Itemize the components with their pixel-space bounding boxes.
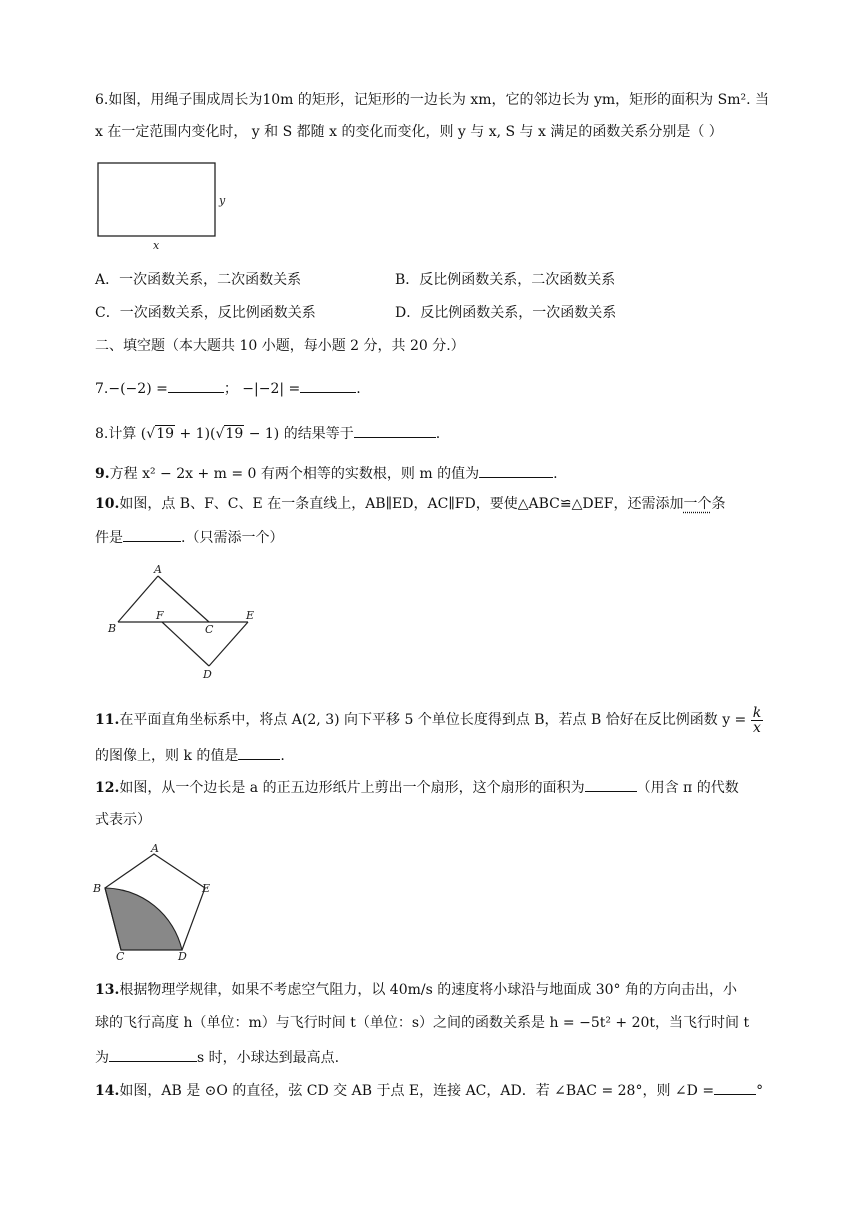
q12-label-a: A — [151, 842, 159, 855]
q10-blank — [123, 527, 181, 542]
q12-pentagon-figure — [90, 840, 220, 960]
q6-option-b: B．反比例函数关系，二次函数关系 — [395, 272, 616, 288]
q6-option-c: C．一次函数关系，反比例函数关系 — [95, 305, 316, 321]
q11-frac-den: x — [753, 719, 761, 736]
q8-blank — [354, 423, 436, 438]
q10-number: 10. — [95, 496, 120, 512]
q6-option-d: D．反比例函数关系，一次函数关系 — [395, 305, 617, 321]
q6-option-a: A．一次函数关系，二次函数关系 — [95, 272, 302, 288]
q13-line-1 — [95, 980, 737, 1000]
q11-line-2 — [95, 745, 285, 766]
q10-line-2-b: .（只需添一个） — [181, 530, 284, 546]
q11-fraction — [751, 706, 763, 735]
q12-label-e: E — [202, 882, 211, 895]
q7-blank-2 — [300, 378, 356, 393]
q10-label-b: B — [108, 622, 117, 635]
q10-line-1 — [95, 494, 726, 514]
q10-line-1-a: 如图，点 B、F、C、E 在一条直线上，AB∥ED，AC∥FD，要使△ABC≌△DEF，还需添加 — [119, 496, 684, 512]
q13-line-3-b: s 时，小球达到最高点. — [197, 1050, 340, 1066]
q12-blank — [585, 777, 637, 792]
q10-label-a: A — [154, 563, 162, 576]
q8-radicand-2: 19 — [225, 426, 244, 442]
q7-part-a: 7.−(−2) = — [95, 381, 168, 397]
q12-line-2: 式表示） — [95, 812, 151, 828]
q9-text: 方程 x² − 2x + m = 0 有两个相等的实数根，则 m 的值为 — [109, 466, 480, 482]
q10-emphasis: 一个 — [683, 496, 712, 512]
q7-end: . — [356, 381, 361, 397]
q10-label-d: D — [203, 668, 212, 681]
q10-line-2 — [95, 527, 283, 548]
q12-line-1 — [95, 777, 739, 798]
q11-line-2-b: . — [280, 748, 285, 764]
q14-blank — [714, 1080, 756, 1095]
q9-number: 9. — [95, 466, 110, 482]
q10-label-c: C — [205, 623, 214, 636]
q10-line-1-b: 条 — [711, 496, 726, 512]
q12-line-1-a: 如图，从一个边长是 a 的正五边形纸片上剪出一个扇形，这个扇形的面积为 — [119, 780, 585, 796]
q9-blank — [479, 463, 553, 478]
q6-label-y: y — [219, 194, 226, 207]
q6-line-2: x 在一定范围内变化时， y 和 S 都随 x 的变化而变化，则 y 与 x, S 与 x 满足的函数关系分别是（ ） — [95, 124, 723, 140]
q6-line-1: 6.如图，用绳子围成周长为10m 的矩形，记矩形的一边长为 xm，它的邻边长为 ym，矩形的面积为 Sm². 当 — [95, 92, 769, 108]
q14-number: 14. — [95, 1083, 120, 1099]
q12-line-1-b: （用含 π 的代数 — [636, 780, 739, 796]
q13-number: 13. — [95, 982, 120, 998]
q12-number: 12. — [95, 780, 120, 796]
q13-blank — [109, 1047, 197, 1062]
q13-line-3 — [95, 1047, 339, 1068]
q11-line-1 — [95, 703, 763, 737]
q12-label-c: C — [116, 950, 125, 960]
q8-end: . — [435, 426, 441, 442]
section-2-heading: 二、填空题（本大题共 10 小题，每小题 2 分，共 20 分.） — [95, 338, 465, 354]
q8-part-m2: − 1) 的结果等于 — [244, 426, 354, 442]
q13-line-3-a: 为 — [95, 1050, 109, 1066]
q11-blank — [238, 745, 280, 760]
q10-label-f: F — [156, 609, 164, 622]
q7-part-b: ； −|−2| = — [223, 381, 301, 397]
q7 — [95, 378, 361, 399]
q11-line-1-text: 在平面直角坐标系中，将点 A(2, 3) 向下平移 5 个单位长度得到点 B，若点 B 恰好在反比例函数 y = — [119, 712, 747, 728]
q11-number: 11. — [95, 712, 120, 728]
q14-line-1-a: 如图，AB 是 ⊙O 的直径，弦 CD 交 AB 于点 E，连接 AC，AD．若 ∠BAC = 28°，则 ∠D = — [119, 1083, 715, 1099]
q10-triangles-figure — [105, 562, 265, 682]
q9 — [95, 463, 558, 484]
q11-frac-num: k — [752, 704, 762, 721]
q10-label-e: E — [246, 609, 255, 622]
q10-line-2-a: 件是 — [95, 530, 123, 546]
q11-line-2-a: 的图像上，则 k 的值是 — [95, 748, 239, 764]
q7-blank-1 — [168, 378, 224, 393]
q13-line-1-text: 根据物理学规律，如果不考虑空气阻力，以 40m/s 的速度将小球沿与地面成 30° 角的方向击出，小 — [119, 982, 737, 998]
q8-radicand-1: 19 — [156, 426, 175, 442]
q6-rectangle-figure — [95, 158, 235, 252]
q12-label-b: B — [93, 882, 102, 895]
q14-line-1 — [95, 1080, 763, 1101]
q13-line-2: 球的飞行高度 h（单位：m）与飞行时间 t（单位：s）之间的函数关系是 h = −5t² + 20t，当飞行时间 t — [95, 1015, 750, 1031]
q9-end: . — [553, 466, 558, 482]
q8-part-a: 8.计算 ( — [95, 426, 147, 442]
q14-degree: ° — [756, 1083, 764, 1099]
q8-part-m1: + 1)( — [175, 426, 216, 442]
q12-label-d: D — [178, 950, 187, 960]
q6-label-x: x — [153, 239, 160, 252]
q8: 8.计算 (√19 + 1)(√19 − 1) 的结果等于 . — [95, 423, 440, 444]
